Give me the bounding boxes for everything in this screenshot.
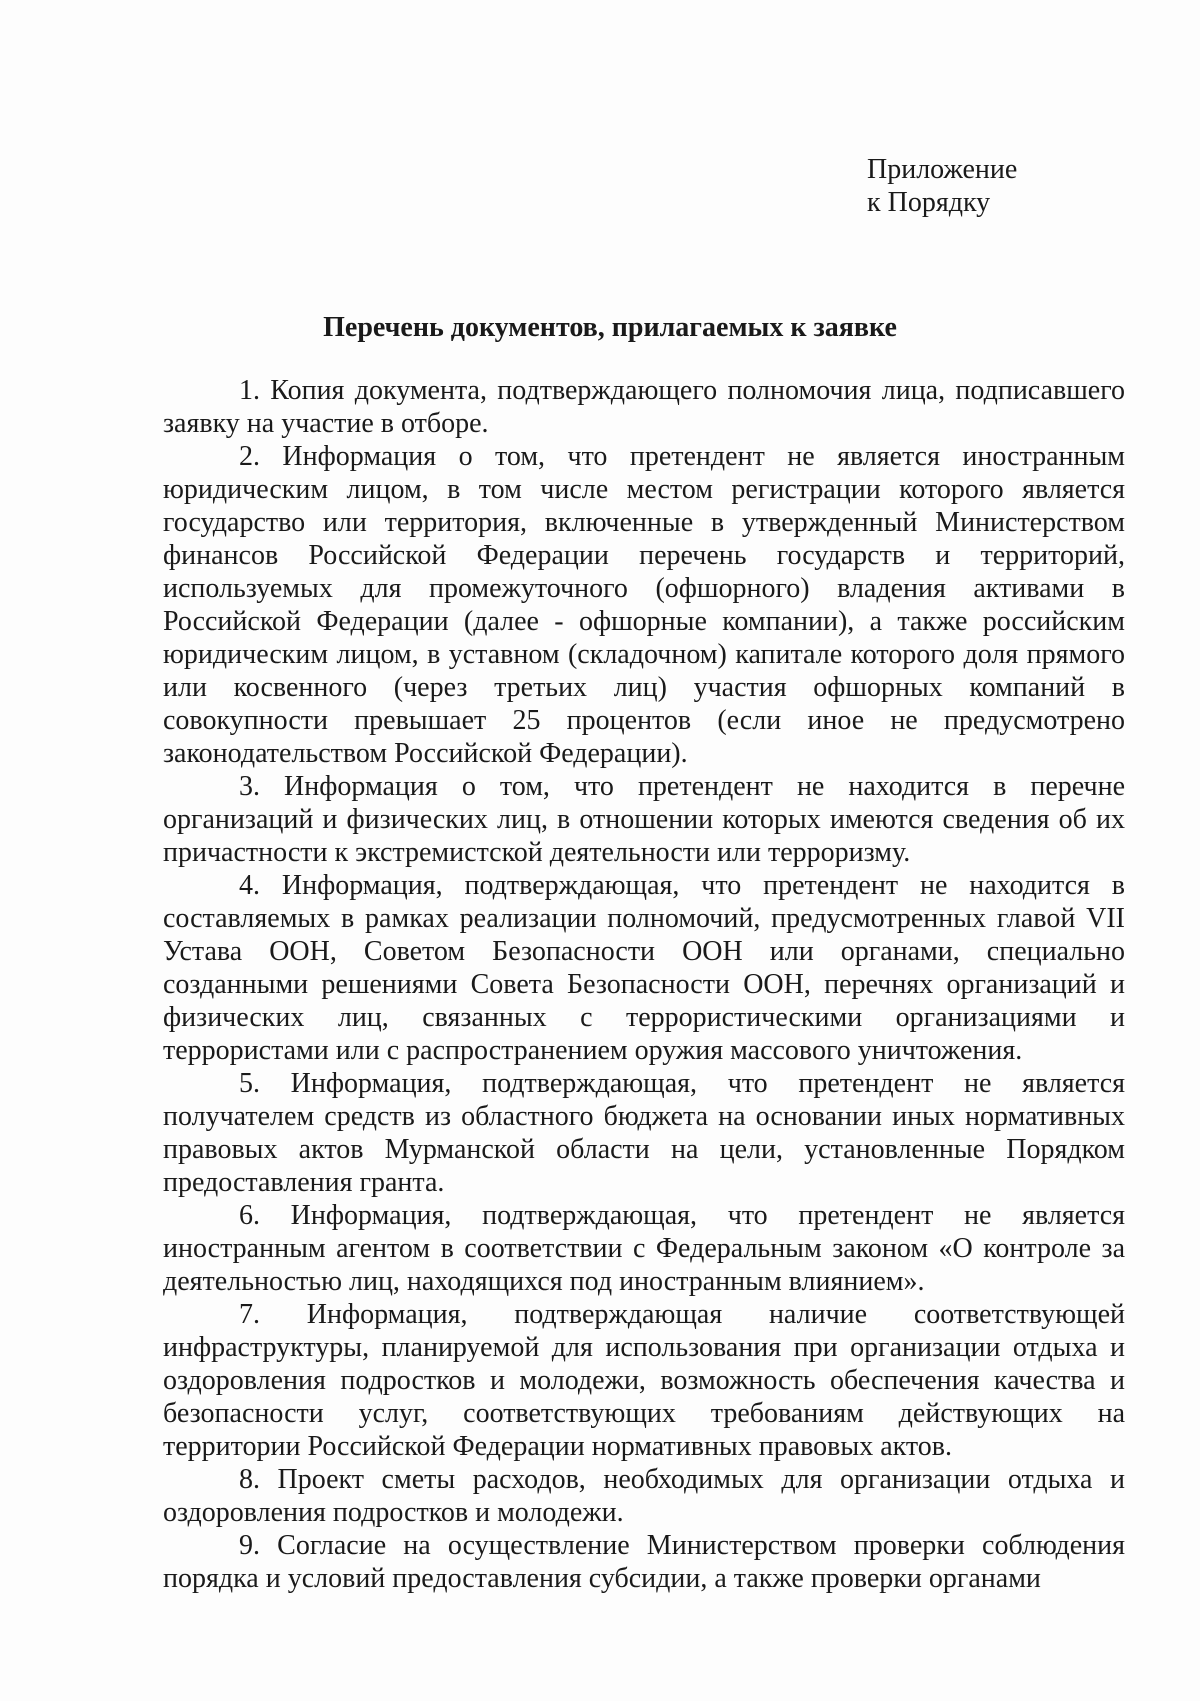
list-item: 6. Информация, подтверждающая, что претендент не является иностранным агентом в соответствии с Федеральным законом «О контроле за деятельностью лиц, находящихся под иностранным влиянием».: [163, 1200, 1125, 1297]
list-item: 7. Информация, подтверждающая наличие соответствующей инфраструктуры, планируемой для использования при организации отдыха и оздоровления подростков и молодежи, возможность обеспечения качества и безопасности услуг, соответствующих требованиям действующих на территории Российской Федерации нормативных правовых актов.: [163, 1299, 1125, 1462]
list-item: 1. Копия документа, подтверждающего полномочия лица, подписавшего заявку на участие в отборе.: [163, 375, 1125, 439]
list-item: 5. Информация, подтверждающая, что претендент не является получателем средств из областного бюджета на основании иных нормативных правовых актов Мурманской области на цели, установленные Порядком предоставления гранта.: [163, 1068, 1125, 1198]
appendix-label: Приложение: [867, 154, 1018, 185]
document-list: [163, 374, 1125, 1595]
appendix-reference: к Порядку: [867, 187, 991, 218]
list-item: 4. Информация, подтверждающая, что претендент не находится в составляемых в рамках реализации полномочий, предусмотренных главой VII Устава ООН, Советом Безопасности ООН или органами, специально созданными решениями Совета Безопасности ООН, перечнях организаций и физических лиц, связанных с террористическими организациями и террористами или с распространением оружия массового уничтожения.: [163, 870, 1125, 1066]
list-item: 9. Согласие на осуществление Министерством проверки соблюдения порядка и условий предоставления субсидии, а также проверки органами: [163, 1530, 1125, 1594]
list-item: 2. Информация о том, что претендент не является иностранным юридическим лицом, в том числе местом регистрации которого является государство или территория, включенные в утвержденный Министерством финансов Российской Федерации перечень государств и территорий, используемых для промежуточного (офшорного) владения активами в Российской Федерации (далее - офшорные компании), а также российским юридическим лицом, в уставном (складочном) капитале которого доля прямого или косвенного (через третьих лиц) участия офшорных компаний в совокупности превышает 25 процентов (если иное не предусмотрено законодательством Российской Федерации).: [163, 441, 1125, 769]
list-item: 8. Проект сметы расходов, необходимых для организации отдыха и оздоровления подростков и молодежи.: [163, 1464, 1125, 1528]
appendix-heading: [867, 153, 1017, 219]
list-item: 3. Информация о том, что претендент не находится в перечне организаций и физических лиц, в отношении которых имеются сведения об их причастности к экстремистской деятельности или терроризму.: [163, 771, 1125, 868]
document-title: Перечень документов, прилагаемых к заявке: [323, 312, 897, 343]
